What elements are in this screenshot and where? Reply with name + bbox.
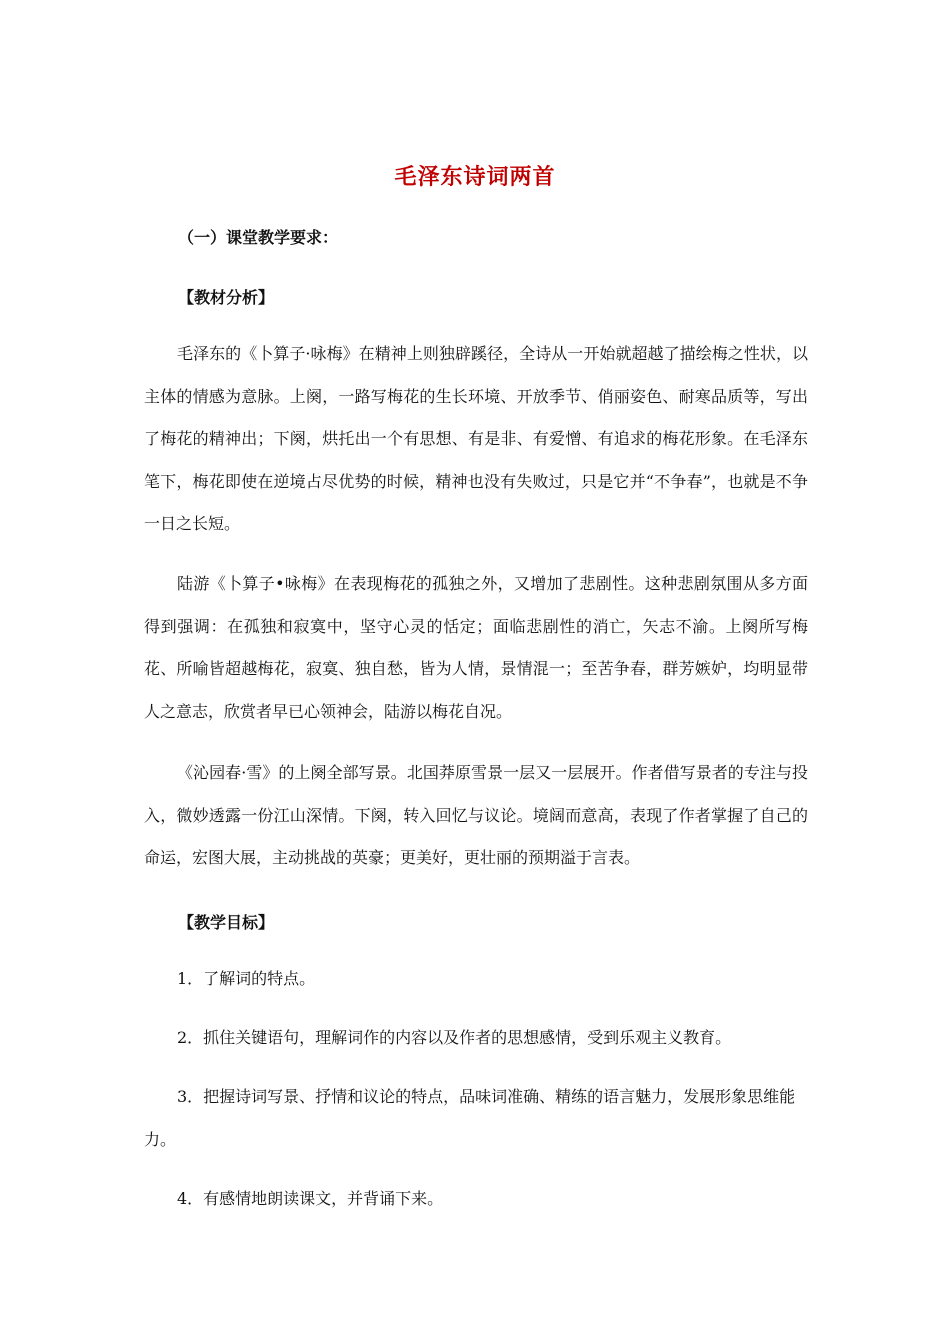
objective-item-1: 1．了解词的特点。 [177,969,316,988]
objective-item-4: 4．有感情地朗读课文，并背诵下来。 [177,1189,444,1208]
objective-item-3: 3．把握诗词写景、抒情和议论的特点，品味词准确、精练的语言魅力，发展形象思维能力。 [144,1087,796,1149]
objective-item-2: 2．抓住关键语句，理解词作的内容以及作者的思想感情，受到乐观主义教育。 [177,1028,732,1047]
analysis-paragraph-1: 毛泽东的《卜算子·咏梅》在精神上则独辟蹊径，全诗从一开始就超越了描绘梅之性状，以主体的情感为意脉。上阕，一路写梅花的生长环境、开放季节、俏丽姿色、耐寒品质等，写出了梅花的精神出；下阕，烘托出一个有思想、有是非、有爱憎、有追求的梅花形象。在毛泽东笔下，梅花即使在逆境占尽优势的时候，精神也没有失败过，只是它并“不争春”，也就是不争一日之长短。 [144,344,808,533]
analysis-heading: 【教材分析】 [178,288,275,307]
analysis-paragraph-2: 陆游《卜算子•咏梅》在表现梅花的孤独之外，又增加了悲剧性。这种悲剧氛围从多方面得到强调：在孤独和寂寞中，坚守心灵的恬定；面临悲剧性的消亡，矢志不渝。上阕所写梅花、所喻皆超越梅花，寂寞、独自愁，皆为人情，景情混一；至苦争春，群芳嫉妒，均明显带人之意志，欣赏者早已心领神会，陆游以梅花自况。 [144,574,808,721]
document-title: 毛泽东诗词两首 [394,165,556,190]
analysis-paragraph-3: 《沁园春·雪》的上阕全部写景。北国莽原雪景一层又一层展开。作者借写景者的专注与投入，微妙透露一份江山深情。下阕，转入回忆与议论。境阔而意高，表现了作者掌握了自己的命运，宏图大展，主动挑战的英豪；更美好，更壮丽的预期溢于言表。 [144,763,808,867]
section-heading: （一）课堂教学要求： [178,228,339,247]
objectives-heading: 【教学目标】 [178,913,275,932]
